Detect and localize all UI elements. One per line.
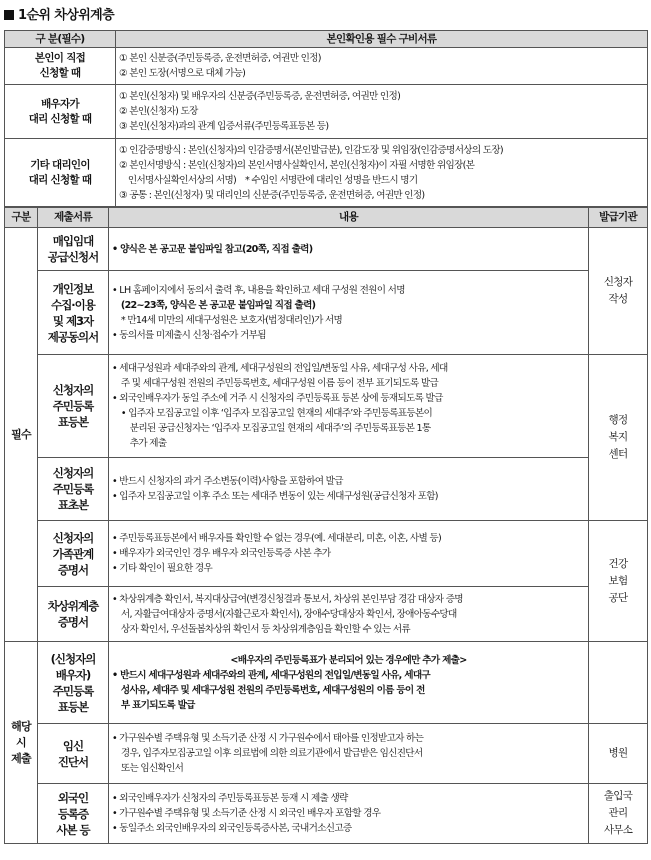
document-name: 매입임대 공급신청서 [38,228,109,271]
document-name: 외국인 등록증 사본 등 [38,784,109,844]
document-name: 신청자의 주민등록 표등본 [38,355,109,458]
table-row [5,458,648,521]
document-name: 차상위계층 증명서 [38,587,109,642]
document-content: • 차상위계층 확인서, 복지대상급여(변경신청결과 통보서, 차상위 본인부담 경감 대상자 증명 서, 자활급여대상자 증명서(자활근로자 확인서), 장애수당대상자 확인서, 장애아동수당대 상자 확인서, 우선돌봄차상위 확인서 등 차상위계층임을 확인할 수 있는 서류 [109,587,589,642]
table-row [5,642,648,724]
row-label: 기타 대리인이 대리 신청할 때 [5,139,116,207]
document-name: 신청자의 가족관계 증명서 [38,521,109,587]
header-documents: 제출서류 [38,208,109,228]
row-label: 본인이 직접 신청할 때 [5,48,116,85]
issuer-applicant: 신청자 작성 [589,228,648,355]
section-title: 1순위 차상위계층 [4,4,114,23]
table-row [5,271,648,355]
document-content: • LH 홈페이지에서 동의서 출력 후, 내용을 확인하고 세대 구성원 전원이 서명 (22~23쪽, 양식은 본 공고문 붙임파일 직접 출력) * 만14세 미만의 세대구성원은 보호자(법정대리인)가 서명 • 동의서를 미제출시 신청·접수가 거부됨 [109,271,589,355]
document-name: 개인정보 수집·이용 및 제3자 제공동의서 [38,271,109,355]
header-required-docs: 본인확인용 필수 구비서류 [116,31,648,48]
issuer-hospital: 병원 [589,724,648,784]
table-row [5,139,648,207]
group-applicable: 해당 시 제출 [5,642,38,844]
table-row [5,85,648,139]
table-row [5,228,648,271]
document-content: • 세대구성원과 세대주와의 관계, 세대구성원의 전입일/변동일 사유, 세대구성 사유, 세대 주 및 세대구성원 전원의 주민등록번호, 세대구성원 이름 등이 전부 표기되도록 발급 • 외국인배우자가 동일 주소에 거주 시 신청자의 주민등록표 등본 상에 등재되도록 발급 • 입주자 모집공고일 이후 ‘입주자 모집공고일 현재의 세대주’와 주민등록표등본이 분리된 공급신청자는 ‘입주자 모집공고일 현재의 세대주’의 주민등록표등본 1통 추가 제출 [109,355,589,458]
document-content: • 반드시 신청자의 과거 주소변동(이력)사항을 포함하여 발급 • 입주자 모집공고일 이후 주소 또는 세대주 변동이 있는 세대구성원(공급신청자 포함) [109,458,589,521]
header-category: 구 분(필수) [5,31,116,48]
issuer-health-insurance: 건강 보험 공단 [589,521,648,642]
document-content: • 양식은 본 공고문 붙임파일 참고(20쪽, 직접 출력) [109,228,589,271]
table-row [5,587,648,642]
document-name: 신청자의 주민등록 표초본 [38,458,109,521]
issuer-empty [589,642,648,724]
header-content: 내용 [109,208,589,228]
table-row [5,48,648,85]
submission-documents-table [4,207,648,844]
square-bullet-icon [4,10,14,20]
table-row [5,784,648,844]
issuer-welfare-center: 행정 복지 센터 [589,355,648,521]
table-row [5,724,648,784]
document-content: • 주민등록표등본에서 배우자를 확인할 수 없는 경우(예. 세대분리, 미혼, 이혼, 사별 등) • 배우자가 외국인인 경우 배우자 외국인등록증 사본 추가 • 기타 확인이 필요한 경우 [109,521,589,587]
identity-documents-table [4,30,648,207]
document-content: • 가구원수별 주택유형 및 소득기준 산정 시 가구원수에서 태아를 인정받고자 하는 경우, 입주자모집공고일 이후 의료법에 의한 의료기관에서 발급받은 임신진단서 또는 임신확인서 [109,724,589,784]
document-content: <배우자의 주민등록표가 분리되어 있는 경우에만 추가 제출> • 반드시 세대구성원과 세대주와의 관계, 세대구성원의 전입일/변동일 사유, 세대구 성사유, 세대주 및 세대구성원 전원의 주민등록번호, 세대구성원의 이름 등이 전 부 표기되도록 발급 [109,642,589,724]
row-content: ① 인감증명방식 : 본인(신청자)의 인감증명서(본인발급분), 인감도장 및 위임장(인감증명서상의 도장) ② 본인서명방식 : 본인(신청자)의 본인서명사실확인서, 본인(신청자)이 자필 서명한 위임장(본 인서명사실확인서상의 서명) * 수임인 서명란에 대리인 성명을 반드시 명기 ③ 공통 : 본인(신청자) 및 대리인의 신분증(주민등록증, 운전면허증, 여권만 인정) [116,139,648,207]
table-row [5,521,648,587]
group-required: 필수 [5,228,38,642]
row-content: ① 본인(신청자) 및 배우자의 신분증(주민등록증, 운전면허증, 여권만 인정) ② 본인(신청자) 도장 ③ 본인(신청자)과의 관계 입증서류(주민등록표등본 등) [116,85,648,139]
document-content: • 외국인배우자가 신청자의 주민등록표등본 등재 시 제출 생략 • 가구원수별 주택유형 및 소득기준 산정 시 외국인 배우자 포함할 경우 • 동일주소 외국인배우자의 외국인등록증사본, 국내거소신고증 [109,784,589,844]
issuer-immigration-office: 출입국 관리 사무소 [589,784,648,844]
row-label: 배우자가 대리 신청할 때 [5,85,116,139]
header-issuer: 발급기관 [589,208,648,228]
header-division: 구분 [5,208,38,228]
document-name: (신청자의 배우자) 주민등록 표등본 [38,642,109,724]
row-content: ① 본인 신분증(주민등록증, 운전면허증, 여권만 인정) ② 본인 도장(서명으로 대체 가능) [116,48,648,85]
document-name: 임신 진단서 [38,724,109,784]
table-row [5,355,648,458]
